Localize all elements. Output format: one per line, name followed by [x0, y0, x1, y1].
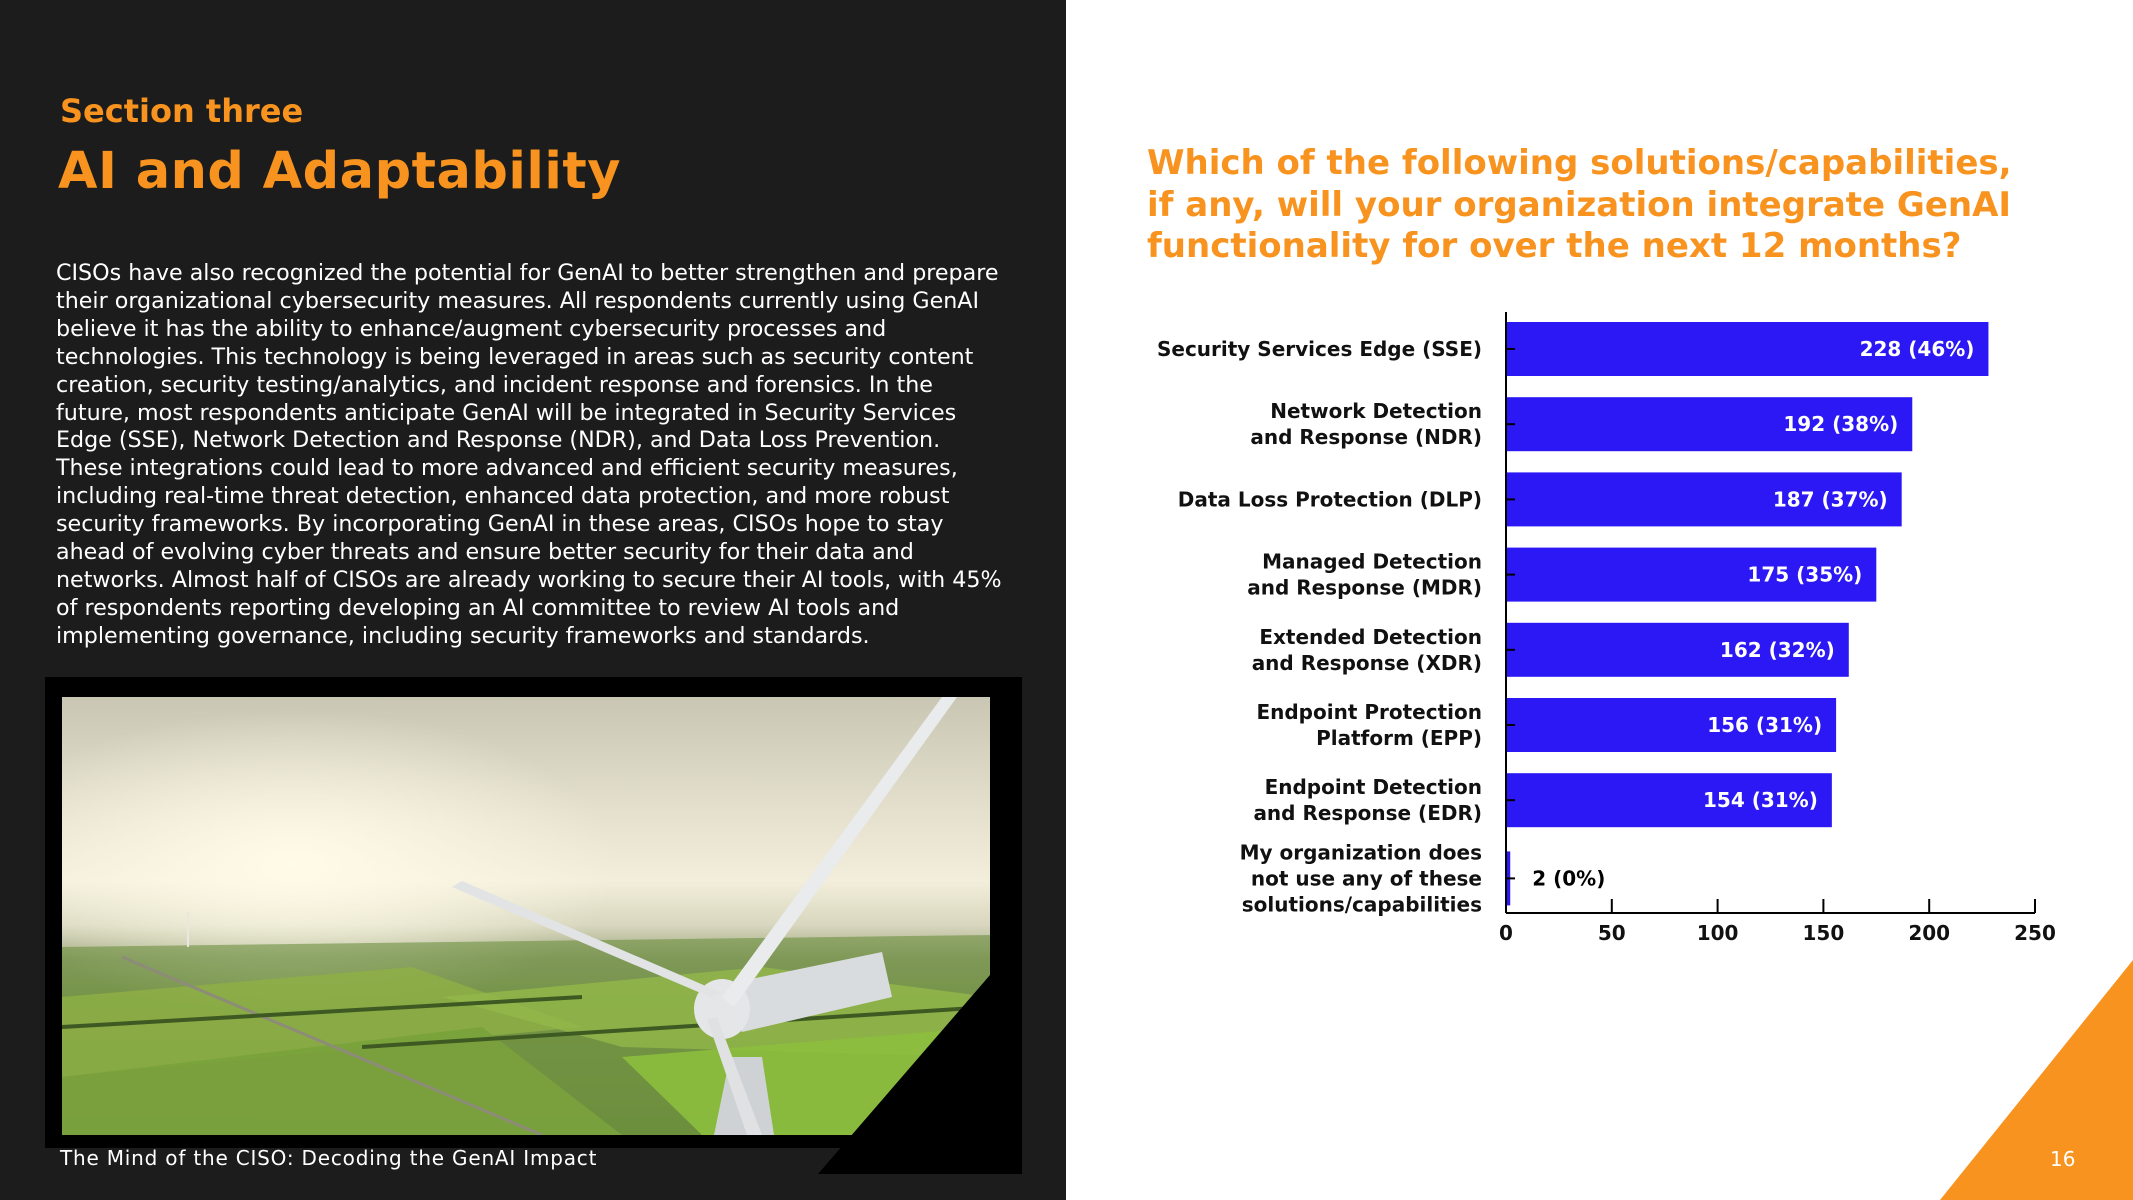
data-label-3: 175 (35%)	[1747, 562, 1863, 587]
section-label: Section three	[60, 92, 304, 130]
category-label-1: Network Detection and Response (NDR)	[1250, 399, 1482, 450]
corner-accent-triangle	[1940, 960, 2133, 1200]
section-title: AI and Adaptability	[58, 142, 621, 201]
data-label-6: 154 (31%)	[1702, 788, 1818, 813]
data-label-4: 162 (32%)	[1719, 637, 1835, 662]
category-label-7: My organization does not use any of these solutions/capabilities	[1239, 840, 1482, 917]
body-paragraph: CISOs have also recognized the potential for GenAI to better strengthen and prepare their organizational cybersecurity measures. All respondents currently using GenAI believe it has the ability to enhance/augment cybersecurity processes and technologies. This technology is being leveraged in areas such as security content creation, security testing/analytics, and incident response and forensics. In the future, most respondents anticipate GenAI will be integrated in Security Services Edge (SSE), Network Detection and Response (NDR), and Data Loss Prevention. These integrations could lead to more advanced and efficient security measures, including real-time threat detection, enhanced data protection, and more robust security frameworks. By incorporating GenAI in these areas, CISOs hope to stay ahead of evolving cyber threats and ensure better security for their data and networks. Almost half of CISOs are already working to secure their AI tools, with 45% of respondents reporting developing an AI committee to review AI tools and implementing governance, including security frameworks and standards.	[56, 260, 1002, 649]
data-label-1: 192 (38%)	[1783, 412, 1899, 437]
x-tick-label-2: 100	[1696, 921, 1739, 945]
data-label-2: 187 (37%)	[1772, 487, 1888, 512]
data-label-0: 228 (46%)	[1859, 337, 1975, 361]
category-label-6: Endpoint Detection and Response (EDR)	[1253, 775, 1482, 826]
x-tick-label-4: 200	[1908, 921, 1951, 945]
data-label-7: 2 (0%)	[1532, 866, 1606, 891]
chart-title: Which of the following solutions/capabilities, if any, will your organization integrate GenAI functionality for over the next 12 months?	[1147, 143, 2012, 266]
category-label-5: Endpoint Protection Platform (EPP)	[1256, 700, 1482, 750]
report-title: The Mind of the CISO: Decoding the GenAI Impact	[60, 1146, 598, 1170]
data-label-5: 156 (31%)	[1707, 713, 1823, 737]
x-tick-label-1: 50	[1597, 921, 1626, 945]
x-tick-label-0: 0	[1499, 921, 1513, 945]
decorative-wedge	[818, 938, 1022, 1174]
category-label-2: Data Loss Protection (DLP)	[1177, 487, 1482, 512]
page-number: 16	[2050, 1147, 2076, 1171]
x-tick-label-3: 150	[1802, 921, 1845, 945]
category-label-0: Security Services Edge (SSE)	[1156, 337, 1482, 361]
bar-chart	[1100, 300, 2080, 960]
category-label-4: Extended Detection and Response (XDR)	[1251, 624, 1482, 675]
category-label-3: Managed Detection and Response (MDR)	[1247, 549, 1482, 600]
x-tick-label-5: 250	[2014, 921, 2056, 945]
